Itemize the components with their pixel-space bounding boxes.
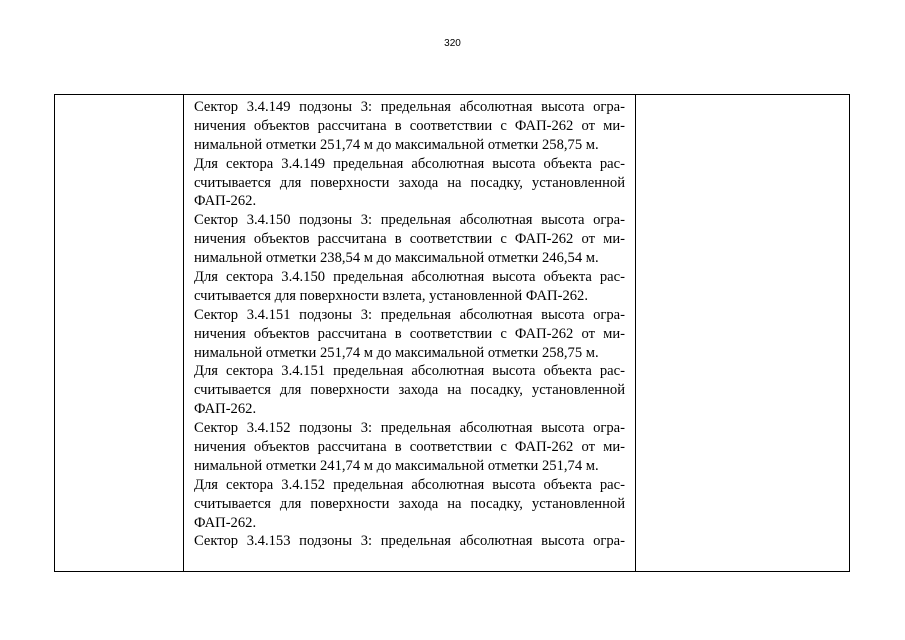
text-line: ничения объектов рассчитана в соответствии с ФАП-262 от ми- [194,439,625,456]
text-line: считывается для поверхности захода на посадку, установленной [194,495,625,512]
text-line: нимальной отметки 251,74 м до максимальной отметки 258,75 м. [194,344,599,361]
text-line: ФАП-262. [194,193,257,210]
text-line: ничения объектов рассчитана в соответствии с ФАП-262 от ми- [194,231,625,248]
text-line: ФАП-262. [194,514,257,531]
text-line: Сектор 3.4.149 подзоны 3: предельная абсолютная высота огра- [194,99,625,115]
text-line: Сектор 3.4.150 подзоны 3: предельная абсолютная высота огра- [194,212,625,229]
page-number: 320 [444,38,461,49]
text-line: ничения объектов рассчитана в соответствии с ФАП-262 от ми- [194,117,625,134]
text-line: нимальной отметки 238,54 м до максимальной отметки 246,54 м. [194,250,599,267]
text-line: считывается для поверхности взлета, установленной ФАП-262. [194,287,588,304]
text-line: Сектор 3.4.151 подзоны 3: предельная абсолютная высота огра- [194,306,625,323]
text-line: нимальной отметки 241,74 м до максимальной отметки 251,74 м. [194,457,599,474]
table-cell-right [636,95,849,571]
table-cell-text [184,95,636,571]
text-line: ФАП-262. [194,401,257,418]
table-cell-left [55,95,184,571]
text-line: считывается для поверхности захода на посадку, установленной [194,174,625,191]
text-line: считывается для поверхности захода на посадку, установленной [194,382,625,399]
text-line: ничения объектов рассчитана в соответствии с ФАП-262 от ми- [194,325,625,342]
text-line: Сектор 3.4.153 подзоны 3: предельная абсолютная высота огра- [194,533,625,550]
text-line: Для сектора 3.4.150 предельная абсолютная высота объекта рас- [194,269,625,286]
document-table [54,94,850,572]
text-line: Для сектора 3.4.149 предельная абсолютная высота объекта рас- [194,155,625,172]
text-line: нимальной отметки 251,74 м до максимальной отметки 258,75 м. [194,136,599,153]
text-line: Для сектора 3.4.152 предельная абсолютная высота объекта рас- [194,476,625,493]
text-line: Для сектора 3.4.151 предельная абсолютная высота объекта рас- [194,363,625,380]
text-line: Сектор 3.4.152 подзоны 3: предельная абсолютная высота огра- [194,420,625,437]
